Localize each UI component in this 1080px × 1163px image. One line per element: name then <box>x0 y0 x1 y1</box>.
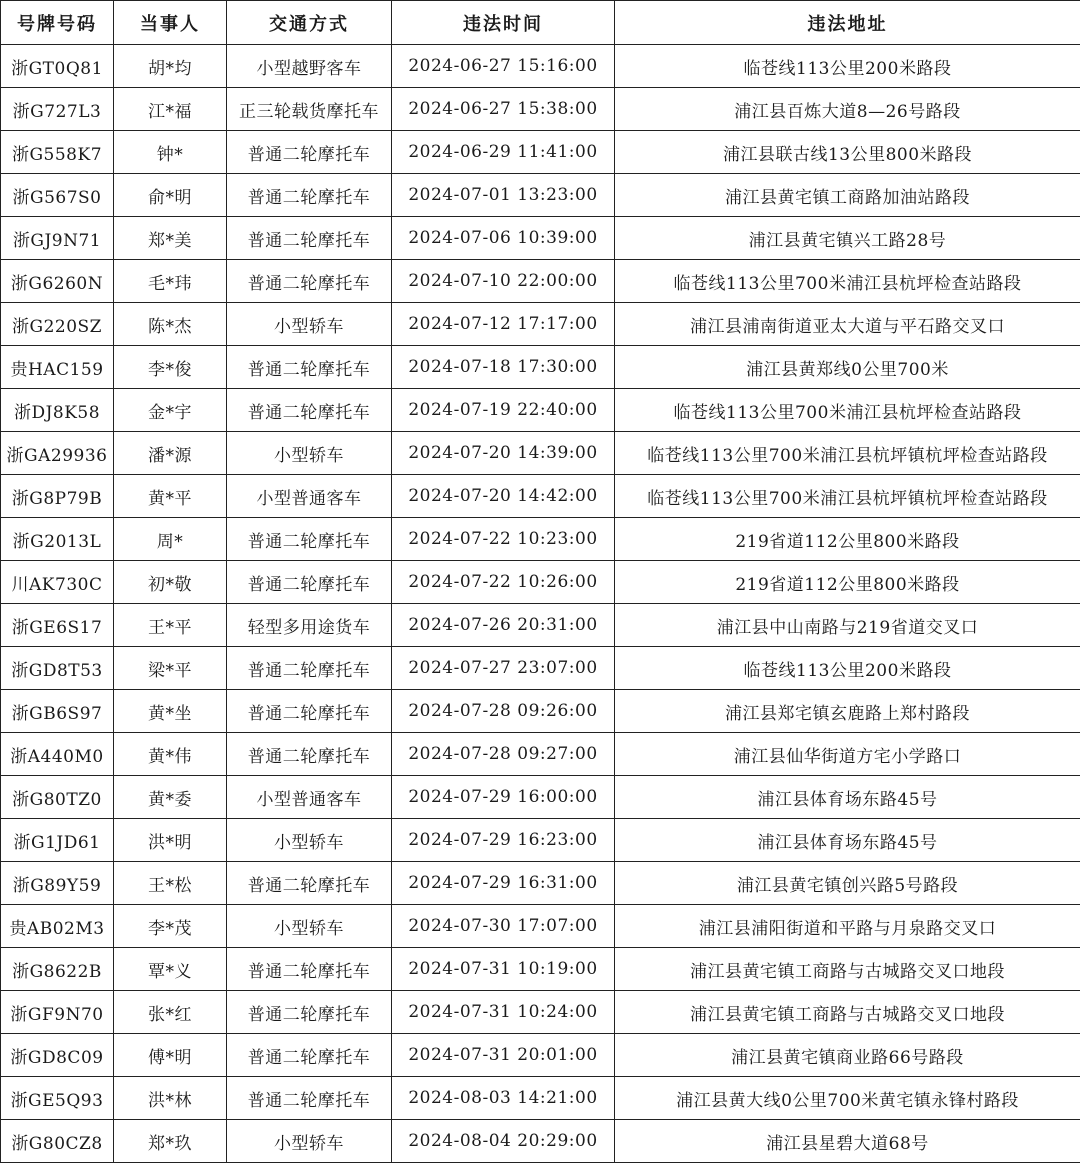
header-plate: 号牌号码 <box>1 1 114 45</box>
table-row <box>1 776 1080 819</box>
cell-mode: 普通二轮摩托车 <box>227 561 392 604</box>
table-row <box>1 1077 1080 1120</box>
cell-party: 初*敬 <box>114 561 227 604</box>
cell-time: 2024-06-27 15:38:00 <box>392 88 615 131</box>
table-row <box>1 45 1080 88</box>
cell-time: 2024-07-31 10:24:00 <box>392 991 615 1034</box>
cell-party: 钟* <box>114 131 227 174</box>
table-row <box>1 991 1080 1034</box>
cell-address: 浦江县中山南路与219省道交叉口 <box>615 604 1080 647</box>
cell-party: 胡*均 <box>114 45 227 88</box>
cell-plate: 浙G89Y59 <box>1 862 114 905</box>
cell-address: 浦江县体育场东路45号 <box>615 819 1080 862</box>
cell-mode: 普通二轮摩托车 <box>227 518 392 561</box>
header-address: 违法地址 <box>615 1 1080 45</box>
table-row <box>1 604 1080 647</box>
cell-time: 2024-07-31 10:19:00 <box>392 948 615 991</box>
header-mode: 交通方式 <box>227 1 392 45</box>
cell-address: 浦江县黄宅镇工商路与古城路交叉口地段 <box>615 991 1080 1034</box>
cell-plate: 浙G80TZ0 <box>1 776 114 819</box>
cell-mode: 普通二轮摩托车 <box>227 690 392 733</box>
cell-mode: 小型轿车 <box>227 1120 392 1163</box>
table-row <box>1 303 1080 346</box>
cell-time: 2024-07-30 17:07:00 <box>392 905 615 948</box>
table-row <box>1 1034 1080 1077</box>
cell-time: 2024-06-27 15:16:00 <box>392 45 615 88</box>
table-row <box>1 733 1080 776</box>
cell-mode: 小型普通客车 <box>227 776 392 819</box>
cell-time: 2024-07-10 22:00:00 <box>392 260 615 303</box>
cell-mode: 小型越野客车 <box>227 45 392 88</box>
cell-time: 2024-08-03 14:21:00 <box>392 1077 615 1120</box>
cell-mode: 小型轿车 <box>227 819 392 862</box>
cell-party: 俞*明 <box>114 174 227 217</box>
cell-address: 219省道112公里800米路段 <box>615 561 1080 604</box>
cell-mode: 普通二轮摩托车 <box>227 647 392 690</box>
cell-party: 周* <box>114 518 227 561</box>
cell-time: 2024-07-26 20:31:00 <box>392 604 615 647</box>
cell-plate: 浙GF9N70 <box>1 991 114 1034</box>
cell-time: 2024-07-28 09:26:00 <box>392 690 615 733</box>
cell-party: 黄*平 <box>114 475 227 518</box>
table-row <box>1 561 1080 604</box>
cell-time: 2024-07-29 16:23:00 <box>392 819 615 862</box>
cell-address: 浦江县百炼大道8—26号路段 <box>615 88 1080 131</box>
table-row <box>1 862 1080 905</box>
cell-time: 2024-07-06 10:39:00 <box>392 217 615 260</box>
cell-address: 浦江县黄宅镇商业路66号路段 <box>615 1034 1080 1077</box>
cell-party: 张*红 <box>114 991 227 1034</box>
cell-address: 219省道112公里800米路段 <box>615 518 1080 561</box>
cell-mode: 普通二轮摩托车 <box>227 174 392 217</box>
cell-party: 毛*玮 <box>114 260 227 303</box>
cell-time: 2024-08-04 20:29:00 <box>392 1120 615 1163</box>
cell-party: 洪*明 <box>114 819 227 862</box>
cell-mode: 普通二轮摩托车 <box>227 1077 392 1120</box>
cell-time: 2024-07-22 10:26:00 <box>392 561 615 604</box>
cell-address: 浦江县黄宅镇创兴路5号路段 <box>615 862 1080 905</box>
cell-address: 临苍线113公里700米浦江县杭坪检查站路段 <box>615 260 1080 303</box>
header-time: 违法时间 <box>392 1 615 45</box>
cell-mode: 普通二轮摩托车 <box>227 346 392 389</box>
cell-time: 2024-07-29 16:00:00 <box>392 776 615 819</box>
cell-address: 临苍线113公里700米浦江县杭坪检查站路段 <box>615 389 1080 432</box>
cell-address: 浦江县郑宅镇玄鹿路上郑村路段 <box>615 690 1080 733</box>
table-row <box>1 260 1080 303</box>
cell-time: 2024-07-31 20:01:00 <box>392 1034 615 1077</box>
cell-time: 2024-06-29 11:41:00 <box>392 131 615 174</box>
cell-plate: 浙G567S0 <box>1 174 114 217</box>
cell-plate: 浙GE5Q93 <box>1 1077 114 1120</box>
cell-mode: 小型普通客车 <box>227 475 392 518</box>
cell-plate: 浙G2013L <box>1 518 114 561</box>
cell-mode: 普通二轮摩托车 <box>227 862 392 905</box>
cell-party: 王*松 <box>114 862 227 905</box>
cell-party: 陈*杰 <box>114 303 227 346</box>
cell-address: 浦江县浦阳街道和平路与月泉路交叉口 <box>615 905 1080 948</box>
cell-plate: 浙G6260N <box>1 260 114 303</box>
cell-address: 浦江县黄大线0公里700米黄宅镇永锋村路段 <box>615 1077 1080 1120</box>
cell-plate: 浙G8P79B <box>1 475 114 518</box>
cell-plate: 浙GT0Q81 <box>1 45 114 88</box>
cell-party: 李*俊 <box>114 346 227 389</box>
table-row <box>1 475 1080 518</box>
header-party: 当事人 <box>114 1 227 45</box>
table-row <box>1 690 1080 733</box>
cell-mode: 普通二轮摩托车 <box>227 733 392 776</box>
table-row <box>1 905 1080 948</box>
cell-time: 2024-07-20 14:42:00 <box>392 475 615 518</box>
cell-plate: 浙G1JD61 <box>1 819 114 862</box>
cell-party: 傅*明 <box>114 1034 227 1077</box>
header-row <box>1 1 1080 45</box>
cell-plate: 浙DJ8K58 <box>1 389 114 432</box>
table-row <box>1 346 1080 389</box>
cell-address: 浦江县体育场东路45号 <box>615 776 1080 819</box>
cell-time: 2024-07-18 17:30:00 <box>392 346 615 389</box>
cell-party: 郑*美 <box>114 217 227 260</box>
table-row <box>1 518 1080 561</box>
table-row <box>1 432 1080 475</box>
cell-party: 洪*林 <box>114 1077 227 1120</box>
cell-mode: 普通二轮摩托车 <box>227 991 392 1034</box>
cell-party: 黄*伟 <box>114 733 227 776</box>
cell-mode: 普通二轮摩托车 <box>227 389 392 432</box>
cell-plate: 贵AB02M3 <box>1 905 114 948</box>
cell-plate: 浙GD8C09 <box>1 1034 114 1077</box>
table-row <box>1 131 1080 174</box>
cell-plate: 浙G8622B <box>1 948 114 991</box>
cell-time: 2024-07-01 13:23:00 <box>392 174 615 217</box>
cell-address: 浦江县黄宅镇兴工路28号 <box>615 217 1080 260</box>
cell-plate: 浙GD8T53 <box>1 647 114 690</box>
table-row <box>1 819 1080 862</box>
table-row <box>1 647 1080 690</box>
cell-address: 浦江县仙华街道方宅小学路口 <box>615 733 1080 776</box>
cell-party: 黄*委 <box>114 776 227 819</box>
cell-address: 临苍线113公里200米路段 <box>615 647 1080 690</box>
cell-party: 郑*玖 <box>114 1120 227 1163</box>
cell-address: 临苍线113公里200米路段 <box>615 45 1080 88</box>
table-row <box>1 948 1080 991</box>
cell-plate: 浙GA29936 <box>1 432 114 475</box>
cell-address: 浦江县星碧大道68号 <box>615 1120 1080 1163</box>
cell-plate: 浙GB6S97 <box>1 690 114 733</box>
cell-time: 2024-07-29 16:31:00 <box>392 862 615 905</box>
cell-party: 黄*坐 <box>114 690 227 733</box>
cell-mode: 小型轿车 <box>227 303 392 346</box>
cell-time: 2024-07-20 14:39:00 <box>392 432 615 475</box>
cell-plate: 浙A440M0 <box>1 733 114 776</box>
cell-address: 浦江县黄郑线0公里700米 <box>615 346 1080 389</box>
table-row <box>1 174 1080 217</box>
cell-party: 王*平 <box>114 604 227 647</box>
cell-mode: 普通二轮摩托车 <box>227 217 392 260</box>
table-row <box>1 1120 1080 1163</box>
cell-party: 金*宇 <box>114 389 227 432</box>
cell-mode: 普通二轮摩托车 <box>227 948 392 991</box>
cell-plate: 浙GE6S17 <box>1 604 114 647</box>
cell-party: 李*茂 <box>114 905 227 948</box>
table-row <box>1 88 1080 131</box>
cell-plate: 浙G727L3 <box>1 88 114 131</box>
table-body <box>1 45 1080 1163</box>
cell-plate: 浙G558K7 <box>1 131 114 174</box>
table-header <box>1 1 1080 45</box>
cell-party: 江*福 <box>114 88 227 131</box>
cell-mode: 小型轿车 <box>227 905 392 948</box>
cell-time: 2024-07-22 10:23:00 <box>392 518 615 561</box>
cell-address: 浦江县浦南街道亚太大道与平石路交叉口 <box>615 303 1080 346</box>
cell-plate: 浙GJ9N71 <box>1 217 114 260</box>
cell-time: 2024-07-19 22:40:00 <box>392 389 615 432</box>
cell-mode: 正三轮载货摩托车 <box>227 88 392 131</box>
cell-mode: 轻型多用途货车 <box>227 604 392 647</box>
cell-address: 浦江县黄宅镇工商路与古城路交叉口地段 <box>615 948 1080 991</box>
cell-party: 潘*源 <box>114 432 227 475</box>
cell-mode: 普通二轮摩托车 <box>227 1034 392 1077</box>
cell-plate: 浙G80CZ8 <box>1 1120 114 1163</box>
cell-address: 浦江县联古线13公里800米路段 <box>615 131 1080 174</box>
cell-address: 浦江县黄宅镇工商路加油站路段 <box>615 174 1080 217</box>
cell-address: 临苍线113公里700米浦江县杭坪镇杭坪检查站路段 <box>615 475 1080 518</box>
cell-plate: 浙G220SZ <box>1 303 114 346</box>
cell-plate: 贵HAC159 <box>1 346 114 389</box>
cell-mode: 普通二轮摩托车 <box>227 260 392 303</box>
cell-address: 临苍线113公里700米浦江县杭坪镇杭坪检查站路段 <box>615 432 1080 475</box>
cell-party: 覃*义 <box>114 948 227 991</box>
cell-party: 梁*平 <box>114 647 227 690</box>
cell-mode: 普通二轮摩托车 <box>227 131 392 174</box>
cell-plate: 川AK730C <box>1 561 114 604</box>
cell-time: 2024-07-28 09:27:00 <box>392 733 615 776</box>
table-row <box>1 389 1080 432</box>
cell-time: 2024-07-27 23:07:00 <box>392 647 615 690</box>
table-row <box>1 217 1080 260</box>
cell-mode: 小型轿车 <box>227 432 392 475</box>
cell-time: 2024-07-12 17:17:00 <box>392 303 615 346</box>
